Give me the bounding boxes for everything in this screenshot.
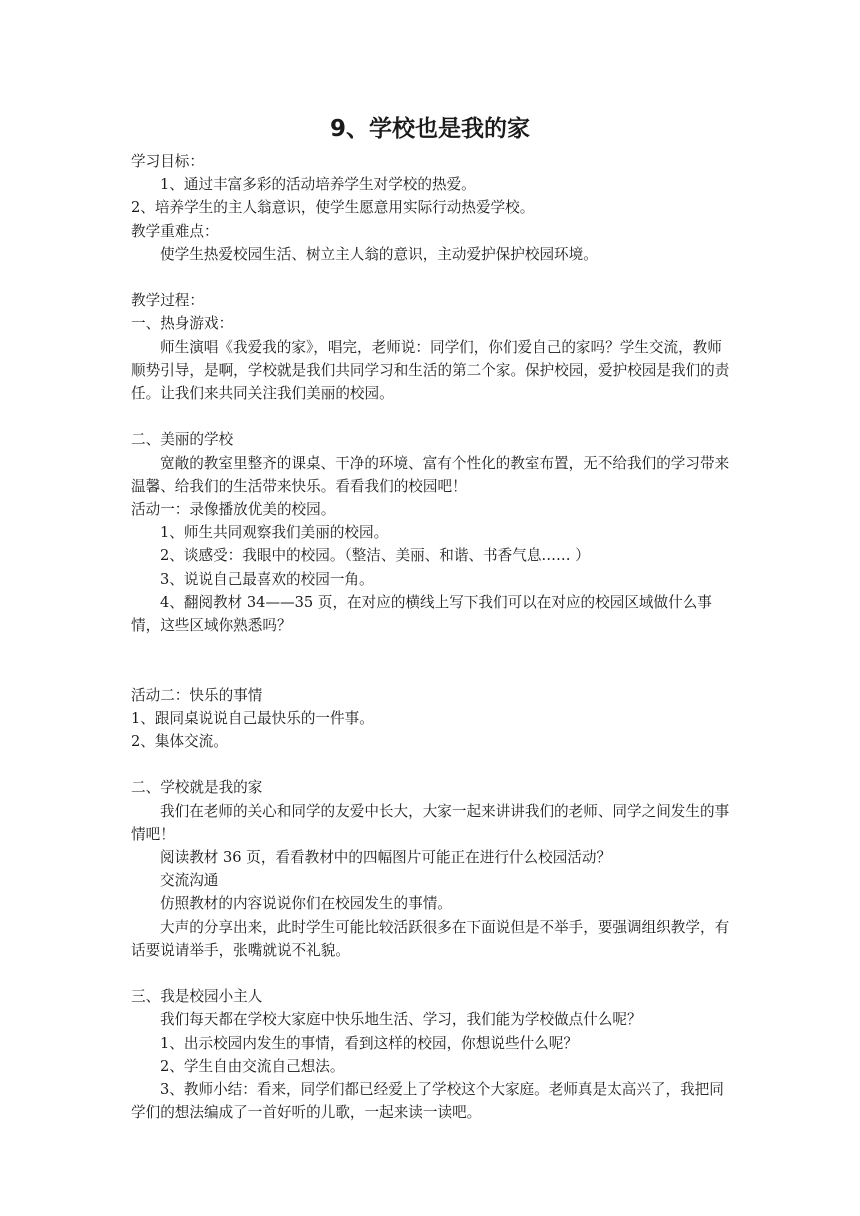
blank-line [131,753,731,776]
part-heading-little-master: 三、我是校园小主人 [131,988,263,1006]
little-master-item: 1、出示校园内发生的事情，看到这样的校园，你想说些什么呢？ [160,1034,578,1052]
school-is-home-text: 我们在老师的关心和同学的友爱中长大，大家一起来讲讲我们的老师、同学之间发生的事情吧！ [131,802,730,843]
little-master-item: 3、教师小结：看来，同学们都已经爱上了学校这个大家庭。老师真是太高兴了，我把同学们的想法编成了一首好听的儿歌，一起来读一读吧。 [131,1081,724,1122]
activity-two-item: 2、集体交流。 [131,733,228,751]
activity-one-item: 2、谈感受：我眼中的校园。（整洁、美丽、和谐、书香气息…… ） [160,547,590,565]
objective-item: 2、培养学生的主人翁意识，使学生愿意用实际行动热爱学校。 [131,199,535,217]
activity-two-heading: 活动二：快乐的事情 [131,686,263,704]
activity-one-item: 4、翻阅教材 34——35 页，在对应的横线上写下我们可以在对应的校园区域做什么事情，这些区域你熟悉吗？ [131,593,712,635]
part-heading-school-is-home: 二、学校就是我的家 [131,779,263,797]
activity-one-item: 3、说说自己最喜欢的校园一角。 [160,570,374,588]
school-is-home-text: 仿照教材的内容说说你们在校园发生的事情。 [160,895,452,913]
activity-one-heading: 活动一：录像播放优美的校园。 [131,501,336,519]
part-heading-warmup: 一、热身游戏： [131,315,234,333]
activity-two-item: 1、跟同桌说说自己最快乐的一件事。 [131,709,374,727]
blank-line [131,266,731,289]
warmup-text: 师生演唱《我爱我的家》，唱完，老师说：同学们，你们爱自己的家吗？学生交流，教师顺势引导，是啊，学校就是我们共同学习和生活的第二个家。保护校园，爱护校园是我们的责任。让我们来共同关注我们美丽的校园。 [131,338,730,403]
section-heading-process: 教学过程： [131,292,204,310]
school-is-home-text: 阅读教材 36 页，看看教材中的四幅图片可能正在进行什么校园活动？ [160,849,612,867]
blank-line [131,405,731,428]
little-master-text: 我们每天都在学校大家庭中快乐地生活、学习，我们能为学校做点什么呢？ [160,1011,642,1029]
part-heading-beautiful-school: 二、美丽的学校 [131,431,234,449]
section-heading-objectives: 学习目标： [131,153,204,170]
activity-one-item: 1、师生共同观察我们美丽的校园。 [160,524,389,542]
school-is-home-text: 交流沟通 [160,872,219,890]
blank-line [131,962,731,985]
beautiful-school-text: 宽敞的教室里整齐的课桌、干净的环境、富有个性化的教室布置，无不给我们的学习带来温馨、给我们的生活带来快乐。看看我们的校园吧！ [131,454,730,495]
objective-item: 1、通过丰富多彩的活动培养学生对学校的热爱。 [160,176,476,194]
key-points-text: 使学生热爱校园生活、树立主人翁的意识，主动爱护保护校园环境。 [160,245,598,263]
school-is-home-text: 大声的分享出来，此时学生可能比较活跃很多在下面说但是不举手，要强调组织教学，有话要说请举手，张嘴就说不礼貌。 [131,918,730,959]
document-body [131,150,731,1124]
document-title: 9、学校也是我的家 [329,116,530,142]
blank-line [131,637,731,683]
little-master-item: 2、学生自由交流自己想法。 [160,1057,345,1075]
section-heading-key-points: 教学重难点： [131,222,219,240]
